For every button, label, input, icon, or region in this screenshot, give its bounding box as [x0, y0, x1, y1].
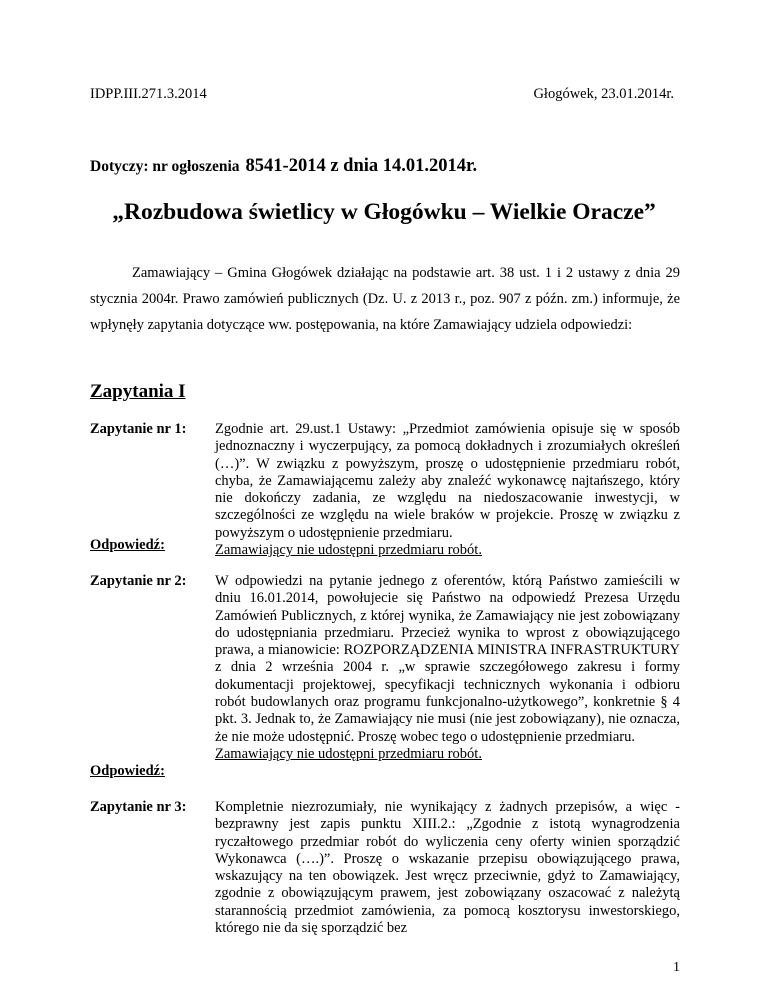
question-label: Zapytanie nr 1:	[90, 421, 187, 437]
intro-paragraph	[90, 260, 680, 338]
intro-text: Zamawiający – Gmina Głogówek działając na podstawie art. 38 ust. 1 i 2 ustawy z dnia 29 stycznia 2004r. Prawo zamówień publicznych (Dz. U. z 2013 r., poz. 907 z późn. zm.) informuje, że wpłynęły zapytania dotyczące ww. postępowania, na które Zamawiający udziela odpowiedzi:	[90, 265, 680, 333]
answer-text: Zamawiający nie udostępni przedmiaru robót.	[215, 542, 482, 559]
answer-text: Zamawiający nie udostępni przedmiaru robót.	[215, 745, 482, 762]
subject-line	[90, 156, 477, 177]
question-2	[90, 573, 680, 780]
document-title: „Rozbudowa świetlicy w Głogówku – Wielkie Oracze”	[112, 199, 656, 225]
question-body	[215, 573, 680, 763]
page-number: 1	[673, 960, 680, 975]
question-body	[215, 799, 680, 937]
subject-label: Dotyczy: nr ogłoszenia	[90, 158, 240, 175]
question-label: Zapytanie nr 2:	[90, 573, 187, 589]
question-text: Zgodnie art. 29.ust.1 Ustawy: „Przedmiot zamówienia opisuje się w sposób jednoznaczny i wyczerpujący, za pomocą dokładnych i zrozumiałych określeń (…)”. W związku z powyższym, proszę o udostępnienie przedmiaru robót, chyba, że Zamawiającemu zależy aby znaleźć wykonawcę najtańszego, który nie dokończy zadania, ze względu na niedoszacowanie inwestycji, w szczególności ze względu na wiele braków w projekcie. Proszę w związku z powyższym o udostępnienie przedmiaru.	[215, 421, 680, 541]
reference-number: IDPP.III.271.3.2014	[90, 86, 207, 102]
question-3	[90, 799, 680, 937]
question-1	[90, 421, 680, 559]
subject-number: 8541-2014 z dnia 14.01.2014r.	[245, 156, 478, 176]
place-date: Głogówek, 23.01.2014r.	[533, 86, 674, 102]
question-text: W odpowiedzi na pytanie jednego z oferentów, którą Państwo zamieścili w dniu 16.01.2014, powołujecie się Państwo na odpowiedź Prezesa Urzędu Zamówień Publicznych, z której wynika, że Zamawiający nie jest zobowiązany do udostępniania przedmiaru. Przecież wynika to wprost z obowiązującego prawa, a mianowicie: ROZPORZĄDZENIA MINISTRA INFRASTRUKTURY z dnia 2 września 2004 r. „w sprawie szczegółowego zakresu i formy dokumentacji projektowej, specyfikacji technicznych wykonania i odbioru robót budowlanych oraz programu funkcjonalno-użytkowego”, konkretnie § 4 pkt. 3. Jednak to, że Zamawiający nie musi (nie jest zobowiązany), nie oznacza, że nie może udostępnić. Proszę wobec tego o udostępnienie przedmiaru.	[215, 573, 680, 745]
answer-label: Odpowiedź:	[90, 536, 165, 553]
section-title: Zapytania I	[90, 381, 186, 402]
question-body	[215, 421, 680, 559]
question-text: Kompletnie niezrozumiały, nie wynikający z żadnych przepisów, a więc - bezprawny jest zapis punktu XIII.2.: „Zgodnie z istotą wynagrodzenia ryczałtowego przedmiar robót do wyliczenia ceny oferty winien sporządzić Wykonawca (….)”. Proszę o wskazanie przepisu obowiązującego prawa, wskazujący na ten obowiązek. Jest wręcz przeciwnie, gdyż to Zamawiający, zgodnie z obowiązującym prawem, jest zobowiązany oszacować z należytą starannością przedmiot zamówienia, za pomocą kosztorysu inwestorskiego, którego nie da się sporządzić bez	[215, 799, 680, 937]
answer-label: Odpowiedź:	[90, 762, 165, 779]
question-label: Zapytanie nr 3:	[90, 799, 187, 815]
